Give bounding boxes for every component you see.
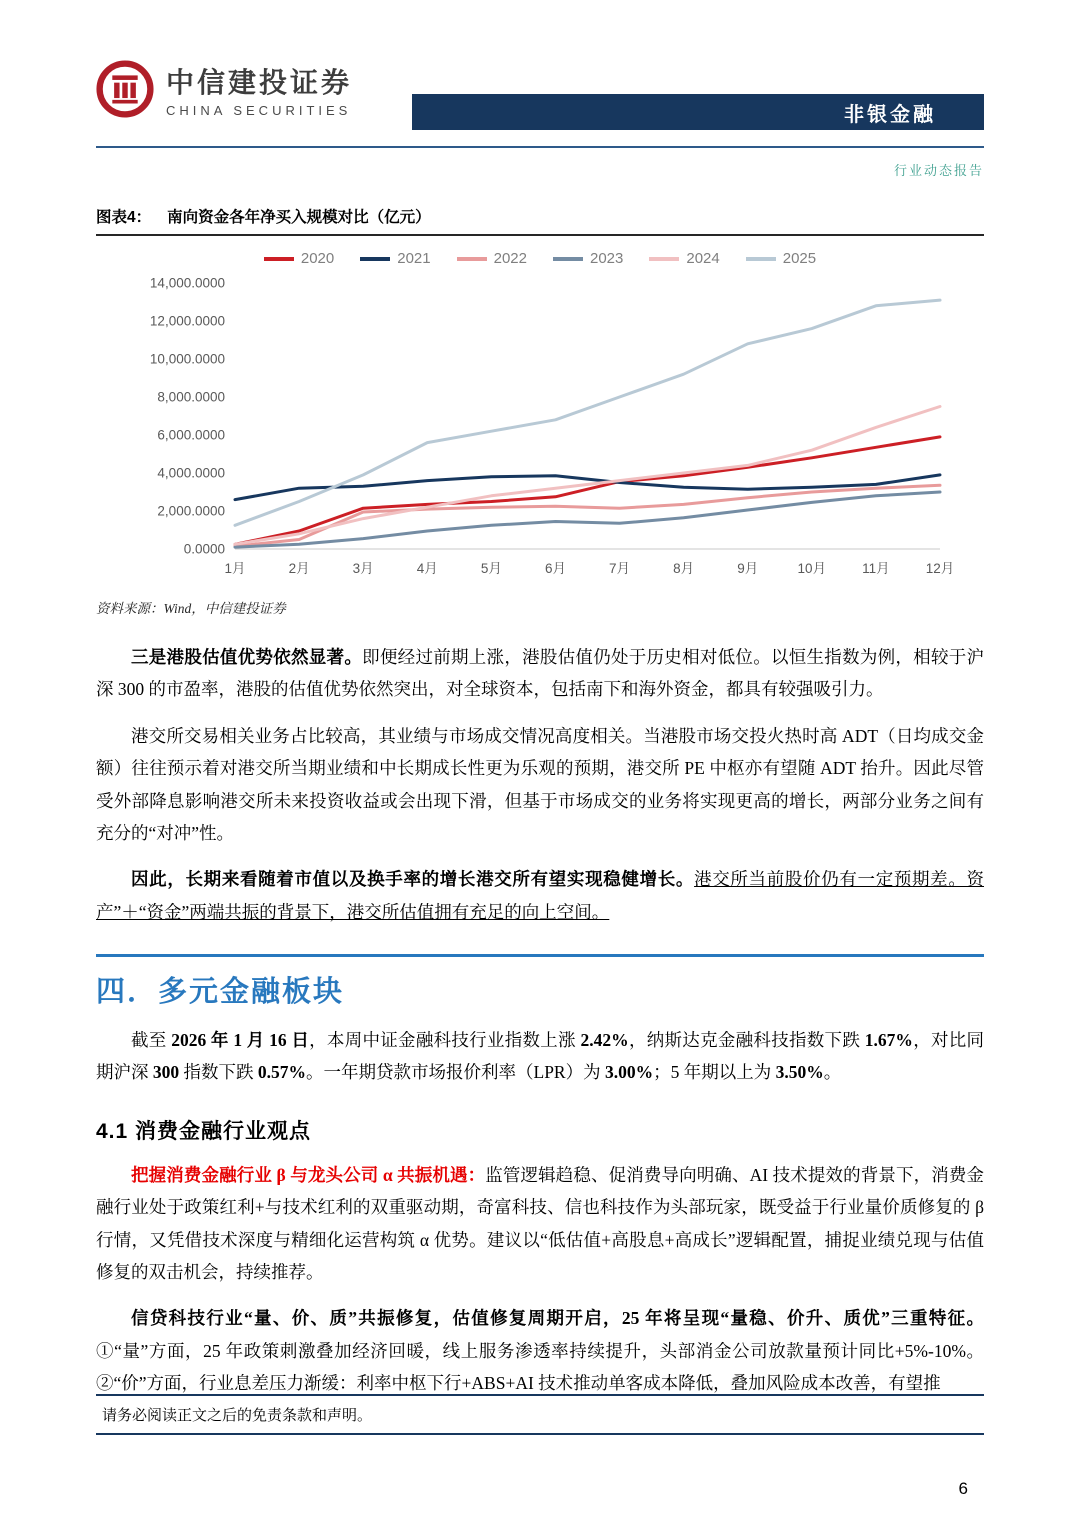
category-label: 非银金融 — [844, 103, 936, 126]
legend-label: 2025 — [782, 250, 817, 267]
legend-item-2021 — [360, 250, 430, 267]
x-axis-tick-label: 5月 — [480, 561, 502, 576]
legend-label: 2024 — [686, 250, 720, 267]
text-run: 300 — [152, 1062, 180, 1083]
text-run: ，本周中证金融科技行业指数上涨 — [309, 1030, 581, 1050]
text-run: ，纳斯达克金融科技指数下跌 — [628, 1030, 865, 1050]
chart-legend — [96, 250, 984, 267]
legend-swatch-icon — [360, 257, 390, 261]
paragraph-consumer-finance-view — [96, 1159, 984, 1289]
figure-block — [96, 205, 984, 617]
header-divider — [96, 146, 984, 148]
paragraph-hkex-outlook — [96, 863, 984, 928]
footer-disclaimer: 请务必阅读正文之后的免责条款和声明。 — [102, 1408, 373, 1424]
y-axis-tick-label: 0.0000 — [183, 541, 225, 557]
x-axis-tick-label: 4月 — [416, 561, 438, 576]
y-axis-tick-label: 12,000.0000 — [149, 313, 225, 329]
x-axis-tick-label: 9月 — [737, 561, 759, 576]
text-run: 0.57% — [257, 1062, 306, 1083]
legend-swatch-icon — [649, 257, 679, 261]
legend-label: 2020 — [300, 250, 335, 267]
legend-item-2020 — [264, 250, 334, 267]
text-run: 3.00% — [604, 1062, 654, 1083]
southbound-funds-line-chart — [100, 275, 960, 585]
paragraph-index-summary — [96, 1024, 984, 1089]
x-axis-tick-label: 3月 — [352, 561, 374, 576]
legend-item-2025 — [746, 250, 816, 267]
category-bar — [412, 94, 984, 130]
x-axis-tick-label: 2月 — [288, 561, 310, 576]
page-header — [96, 60, 984, 138]
text-run: 。一年期贷款市场报价利率（LPR）为 — [306, 1062, 605, 1083]
text-run: ①“量”方面，25 年政策刺激叠加经济回暖，线上服务渗透率持续提升，头部消金公司放款量预计同比+5%-10%。②“价”方面，行业息差压力渐缓：利率中枢下行+ABS+AI 技术推动单客成本降低，叠加风险成本改善，有望推 — [96, 1340, 984, 1393]
text-run: 信贷科技行业“量、价、质”共振修复，估值修复周期开启，25 年将呈现“量稳、价升、质优”三重特征。 — [131, 1308, 984, 1329]
text-run: 即便经过前期上涨，港股估值仍处于历史相对低位。以恒生指数为例，相较于沪深 300 的市盈率，港股的估值优势依然突出，对全球资本，包括南下和海外资金，都具有较强吸引力。 — [96, 647, 985, 700]
y-axis-tick-label: 8,000.0000 — [157, 389, 225, 405]
legend-label: 2021 — [397, 250, 431, 267]
text-run: ，对比同期沪深 — [96, 1030, 985, 1083]
text-run: 1.67% — [864, 1030, 913, 1050]
x-axis-tick-label: 11月 — [862, 561, 890, 576]
text-run: 港交所当前股价仍有一定预期差。资产”＋“资金”两端共振的背景下，港交所估值拥有充足的向上空间。 — [96, 869, 985, 922]
legend-swatch-icon — [553, 257, 583, 261]
y-axis-tick-label: 4,000.0000 — [157, 465, 225, 481]
text-run: 把握消费金融行业 β 与龙头公司 α 共振机遇： — [131, 1164, 486, 1185]
text-run: 指数下跌 — [179, 1062, 258, 1083]
figure-source: 资料来源：Wind，中信建投证券 — [96, 601, 286, 616]
paragraph-hkex-business — [96, 720, 984, 850]
paragraph-credit-tech — [96, 1302, 984, 1399]
paragraph-hk-valuation — [96, 641, 984, 706]
legend-item-2024 — [649, 250, 719, 267]
text-run: 港交所交易相关业务占比较高，其业绩与市场成交情况高度相关。当港股市场交投火热时高 ADT（日均成交金额）往往预示着对港交所当期业绩和中长期成长性更为乐观的预期，港交所 PE 中枢亦有望随 ADT 抬升。因此尽管受外部降息影响港交所未来投资收益或会出现下滑，但基于市场成交的业务将实现更高的增长，两部分业务之间有充分的“对冲”性。 — [96, 725, 984, 843]
section-heading: 四．多元金融板块 — [96, 976, 345, 1008]
text-run: ；5 年期以上为 — [653, 1062, 776, 1083]
text-run: 监管逻辑趋稳、促消费导向明确、AI 技术提效的背景下，消费金融行业处于政策红利+与技术红利的双重驱动期，奇富科技、信也科技作为头部玩家，既受益于行业量价质修复的 β 行情，又凭借技术深度与精细化运营构筑 α 优势。建议以“低估值+高股息+高成长”逻辑配置，捕捉业绩兑现与估值修复的双击机会，持续推荐。 — [96, 1164, 984, 1282]
y-axis-tick-label: 6,000.0000 — [157, 427, 225, 443]
section-divider — [96, 954, 984, 957]
x-axis-tick-label: 6月 — [544, 561, 566, 576]
x-axis-tick-label: 7月 — [609, 561, 631, 576]
y-axis-tick-label: 10,000.0000 — [149, 351, 225, 367]
text-run: 三是港股估值优势依然显著。 — [131, 647, 363, 667]
footer-disclaimer-band — [96, 1394, 984, 1435]
legend-swatch-icon — [746, 257, 776, 261]
text-run: 3.50% — [775, 1062, 824, 1083]
company-name-en: CHINA SECURITIES — [166, 102, 352, 118]
x-axis-tick-label: 8月 — [673, 561, 695, 576]
legend-label: 2022 — [493, 250, 527, 267]
x-axis-tick-label: 10月 — [797, 561, 827, 576]
text-run: 截至 — [131, 1030, 172, 1050]
series-line-2023 — [235, 492, 940, 547]
x-axis-tick-label: 12月 — [925, 561, 955, 576]
legend-swatch-icon — [264, 257, 294, 261]
report-type-label: 行业动态报告 — [893, 163, 984, 178]
company-name-cn: 中信建投证券 — [166, 67, 353, 99]
legend-item-2022 — [457, 250, 527, 267]
text-run: 因此，长期来看随着市值以及换手率的增长港交所有望实现稳健增长。 — [131, 869, 695, 890]
text-run: 2026 年 1 月 16 日 — [171, 1030, 310, 1050]
legend-item-2023 — [553, 250, 623, 267]
legend-swatch-icon — [457, 257, 487, 261]
y-axis-tick-label: 14,000.0000 — [149, 275, 225, 291]
text-run: 2.42% — [580, 1030, 629, 1050]
figure-title: 南向资金各年净买入规模对比（亿元） — [167, 209, 431, 226]
x-axis-tick-label: 1月 — [224, 561, 246, 576]
figure-title-row — [96, 205, 984, 236]
company-logo — [96, 60, 352, 118]
subsection-heading: 4.1 消费金融行业观点 — [96, 1119, 312, 1143]
company-logo-icon — [96, 60, 154, 118]
figure-label: 图表4： — [96, 209, 152, 226]
legend-label: 2023 — [590, 250, 624, 267]
series-line-2021 — [235, 475, 940, 500]
text-run: 。 — [823, 1062, 842, 1083]
company-name-block — [166, 61, 352, 118]
y-axis-tick-label: 2,000.0000 — [157, 503, 225, 519]
page-number: 6 — [958, 1479, 968, 1498]
